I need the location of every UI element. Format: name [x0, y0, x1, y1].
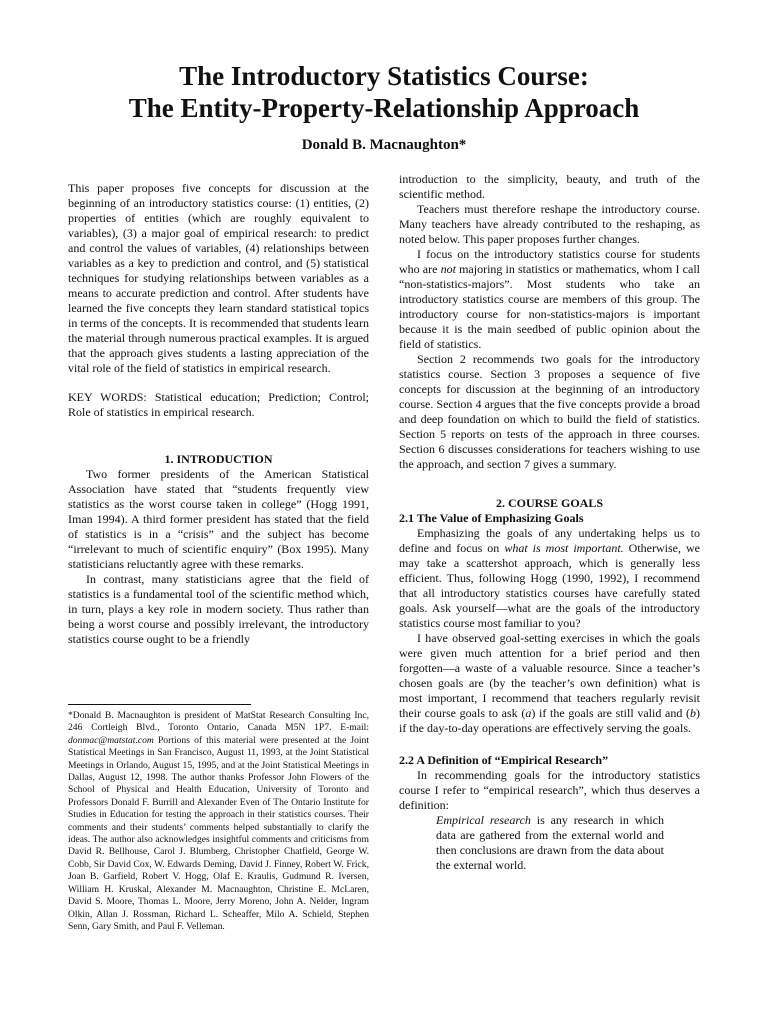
- title-line-2: The Entity-Property-Relationship Approach: [128, 93, 640, 123]
- footnote-rule: [68, 704, 251, 705]
- focus-paragraph: [399, 247, 700, 352]
- left-column: [68, 181, 369, 933]
- goals2-text-c: ) if the day-to-day operations are effectively serving the goals.: [399, 706, 700, 735]
- section-2-heading: 2. COURSE GOALS: [495, 496, 604, 510]
- definition-text: is any research in which data are gathered from the external world and then conclusions are drawn from the data about the external world.: [436, 813, 664, 872]
- subsection-2-2-heading: 2.2 A Definition of “Empirical Research”: [399, 753, 609, 767]
- author-email: donmac@matstat.com: [68, 734, 154, 746]
- definition-term: Empirical research: [436, 813, 531, 827]
- goals2-label-b: b: [690, 706, 696, 720]
- focus-emphasis: not: [440, 262, 456, 276]
- keywords: KEY WORDS: Statistical education; Prediction; Control; Role of statistics in empirical research.: [68, 390, 369, 419]
- goals-paragraph-1: [399, 526, 700, 631]
- goals-text-b: Otherwise, we may take a scattershot approach, which is generally less efficient. Thus, following Hogg (1990, 1992), I recommend that all introductory statistics courses have carefully stated goals. Ask yourself—what are the goals of the introductory statistics course most familiar to you?: [399, 541, 700, 630]
- empirical-research-definition: [436, 813, 664, 873]
- right-column: [399, 172, 700, 873]
- subsection-2-1-heading: 2.1 The Value of Emphasizing Goals: [399, 511, 584, 525]
- abstract: This paper proposes five concepts for discussion at the beginning of an introductory statistics course: (1) entities, (2) properties of entities (which are roughly equivalent to variables), (3) a major goal of empirical research: to predict and control the values of variables, (4) relationships between variables as a key to prediction and control, and (5) statistical techniques for studying relationships between variables as a means to accurate prediction and control. After students have learned the five concepts they learn standard statistical topics in terms of the concepts. It is recommended that students learn the material through numerous practical examples. It is argued that the approach gives students a lasting appreciation of the vital role of the field of statistics in empirical research.: [68, 181, 369, 375]
- goals-paragraph-2: [399, 631, 700, 736]
- author-footnote: [68, 710, 369, 933]
- footnote-text-2: Portions of this material were presented at the Joint Statistical Meetings in San Francisco, August 11, 1993, at the Joint Statistical Meetings in Orlando, August 15, 1995, and at the Joint Statistical Meetings in Dallas, August 12, 1998. The author thanks Professor John Flowers of the School of Physical and Health Education, University of Toronto and Professors Donald F. Burrill and Alexander Even of The Ontario Institute for Studies in Education for testing the approach in their statistics courses. Their comments and their students’ comments helped substantially to clarify the ideas. The author also acknowledges insightful comments and criticisms from David R. Bellhouse, Carol J. Blumberg, Christopher Chatfield, George W. Cobb, Sir David Cox, W. Edwards Deming, David J. Finney, Robert W. Frick, Joan B. Garfield, Robert V. Hogg, Olaf E. Kraulis, Gudmund R. Iversen, William H. Kruskal, Alexander M. Macnaughton, Christine E. McLaren, David S. Moore, Thomas L. Moore, Jerry Moreno, John A. Nelder, Ingram Olkin, Allan J. Rossman, Richard L. Scheaffer, Milo A. Schield, Stephen Senn, Gary Smith, and Paul F. Velleman.: [68, 734, 369, 932]
- focus-text-b: majoring in statistics or mathematics, whom I call “non-statistics-majors”. Most students who take an introductory statistics course are members of this group. The introductory course for non-statistics-majors is important because it is the main seedbed of public opinion about the field of statistics.: [399, 262, 700, 351]
- paper-title: [0, 60, 768, 124]
- empirical-research-paragraph: In recommending goals for the introductory statistics course I refer to “empirical research”, which thus deserves a definition:: [399, 768, 700, 812]
- spacer: [399, 736, 700, 753]
- spacer: [399, 472, 700, 496]
- reshape-paragraph: Teachers must therefore reshape the introductory course. Many teachers have already contributed to the reshaping, as noted below. This paper proposes further changes.: [399, 202, 700, 246]
- intro-continuation: introduction to the simplicity, beauty, and truth of the scientific method.: [399, 172, 700, 201]
- goals2-text-b: ) if the goals are still valid and (: [531, 706, 690, 720]
- section-1-heading: 1. INTRODUCTION: [164, 452, 273, 466]
- goals2-label-a: a: [525, 706, 532, 720]
- sections-overview-paragraph: Section 2 recommends two goals for the introductory statistics course. Section 3 proposes a sequence of five concepts for discussion at the beginning of an introductory course. Section 4 argues that the five concepts provide a broad and deep foundation on which to build the field of statistics. Section 5 reports on tests of the approach in three courses. Section 6 discusses considerations for teachers wishing to use the approach, and section 7 gives a summary.: [399, 352, 700, 471]
- goals-emphasis: what is most important.: [504, 541, 624, 555]
- title-line-1: The Introductory Statistics Course:: [179, 61, 589, 91]
- goals2-text-a: I have observed goal-setting exercises in which the goals were given much attention for a brief period and then forgotten—a waste of a valuable resource. Since a teacher’s chosen goals are (by the teacher’s own definition) what is most important, I recommend that teachers regularly revisit their course goals to ask (: [399, 631, 700, 720]
- footnote-text-1: *Donald B. Macnaughton is president of MatStat Research Consulting Inc, 246 Cortleigh Blvd., Toronto Ontario, Canada M5N 1P7. E-mail:: [68, 710, 369, 734]
- intro-paragraph-2: In contrast, many statisticians agree that the field of statistics is a fundamental tool of the scientific method which, in turn, plays a key role in modern society. Thus rather than being a worst course and possibly irrelevant, the introductory statistics course ought to be a friendly: [68, 572, 369, 646]
- intro-paragraph-1: Two former presidents of the American Statistical Association have stated that “students frequently view statistics as the worst course taken in college” (Hogg 1991, Iman 1994). A third former president has stated that the field of statistics is in a “crisis” and the subject has become “irrelevant to much of scientific enquiry” (Box 1995). Many statisticians reluctantly agree with these remarks.: [68, 467, 369, 571]
- author-name: Donald B. Macnaughton*: [301, 137, 467, 153]
- goals-text-a: Emphasizing the goals of any undertaking helps us to define and focus on: [399, 526, 700, 555]
- focus-text-a: I focus on the introductory statistics course for students who are: [399, 247, 700, 276]
